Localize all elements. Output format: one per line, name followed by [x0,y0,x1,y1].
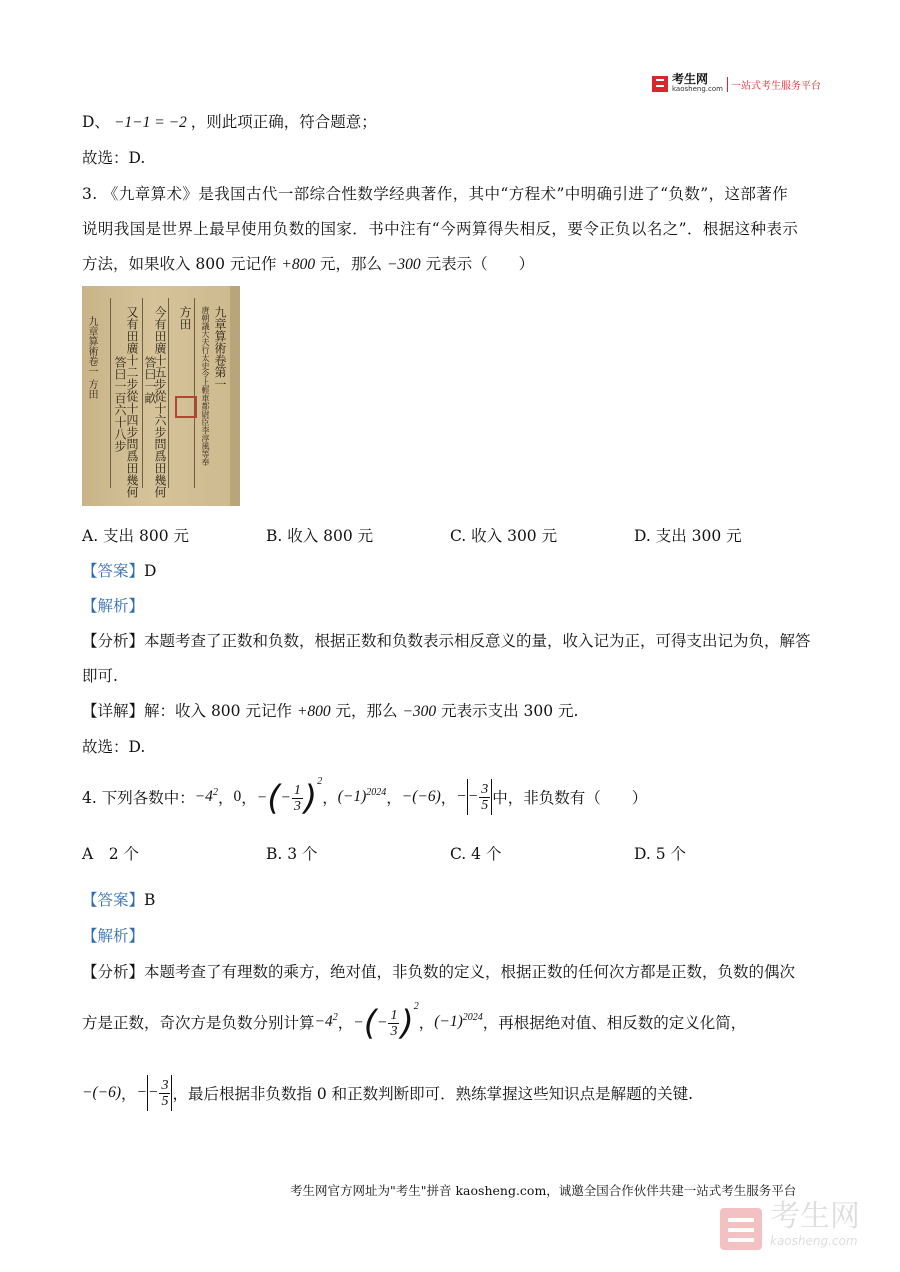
math-neg-abs: −− $\frac{3}{5}$ [137,1075,173,1111]
math-value: +800 [281,256,316,273]
math-zero: 0 [233,788,242,805]
text: 元表示（ ） [420,255,535,273]
math-value: −300 [402,703,437,720]
jiuzhang-suanshu-book-image [82,286,240,506]
book-column: 方田 [178,306,192,330]
analysis-tag: 【解析】 [82,927,145,945]
frac-numerator: 3 [161,1077,169,1093]
q3-option-a: A. 支出 800 元 [82,527,189,545]
frac-numerator: 3 [481,781,489,797]
math-base: −4 [314,1013,333,1031]
book-column: 九章算術卷第一 [213,306,227,390]
watermark-brand: 考生网 [770,1199,860,1234]
fenxi-tag: 【分析】 [82,963,145,981]
book-column: 今有田廣十五步從十六步問爲田幾何 [153,306,167,498]
math-neg-neg6: −(−6) [82,1084,121,1101]
math-exponent: 2 [413,1000,419,1012]
math-base: (−1) [337,788,367,806]
separator: ， [440,789,457,807]
q4-option-d: D. 5 个 [634,845,687,863]
math-value: +800 [296,703,331,720]
math-base: (−1) [434,1013,463,1031]
q3-line-1: 3. 《九章算术》是我国古代一部综合性数学经典著作，其中“方程术”中明确引进了“负数”，这部著作 [82,185,789,203]
separator: ， [337,1014,354,1032]
book-column: 九章算術卷一 方田 [86,316,97,400]
text: 方是正数，奇次方是负数分别计算 [82,1014,315,1032]
answer-value: D [144,562,157,580]
separator: ， [241,789,257,807]
text: 元表示支出 300 元. [436,702,579,720]
text: ，再根据绝对值、相反数的定义化简， [482,1014,747,1032]
text: ，最后根据非负数指 0 和正数判断即可．熟练掌握这些知识点是解题的关键. [172,1085,694,1103]
book-column: 答曰一百六十八步 [113,356,127,452]
q3-option-b: B. 收入 800 元 [266,527,374,545]
analysis-tag: 【解析】 [82,597,145,615]
q3-xiangjie [82,699,578,721]
math-neg-abs: −− $\frac{3}{5}$ [456,779,492,815]
q3-option-d: D. 支出 300 元 [634,527,742,545]
math-exponent: 2 [212,787,218,799]
option-d-explanation [82,110,377,132]
text: 元，那么 [330,702,403,720]
q3-line-3 [82,252,534,274]
q4-fenxi-line-2 [82,995,746,1049]
book-column: 答曰一畝 [143,356,157,404]
fenxi-text: 本题考查了正数和负数，根据正数和负数表示相反意义的量，收入记为正，可得支出记为负，解答 [144,632,811,650]
choose-line-2: 故选：D. [82,738,146,756]
text: 4. 下列各数中： [82,789,195,807]
frac-numerator: 1 [390,1007,398,1023]
separator: ， [217,789,234,807]
frac-numerator: 1 [293,782,301,798]
q4-fenxi-line-1 [82,960,795,982]
option-label: D、 [82,113,110,131]
math-neg-frac-squared: −(− $\frac{1}{3}$ )$^2$ [353,1000,419,1044]
answer-tag: 【答案】 [82,562,145,580]
math-base: −4 [194,788,213,806]
separator: ， [322,789,338,807]
math-neg1-power [434,1012,483,1031]
q4-fenxi-line-3 [82,1068,693,1118]
text: 元，那么 [315,255,387,273]
separator: ， [121,1085,137,1103]
text: 方法，如果收入 800 元记作 [82,255,282,273]
q4-option-c: C. 4 个 [450,845,502,863]
q3-fenxi-line-1 [82,629,811,651]
math-expression: −1−1 = −2 [113,114,187,131]
book-column: 唐朝議大夫行太史令上輕車都尉臣李淳風等奉 [201,306,210,466]
answer-tag: 【答案】 [82,891,145,909]
math-exponent: 2 [317,775,323,787]
separator: ， [386,789,402,807]
q3-fenxi-line-2: 即可. [82,667,118,685]
watermark-url: kaosheng.com [770,1234,858,1248]
q4-answer [82,888,155,910]
q3-option-c: C. 收入 300 元 [450,527,558,545]
red-seal-icon [175,396,197,418]
math-neg4-squared [315,1012,338,1031]
watermark [718,1199,860,1253]
book-spine [230,286,240,506]
frac-denominator: 5 [161,1093,169,1109]
kaosheng-logo-icon [652,76,668,92]
q4-option-b: B. 3 个 [266,845,318,863]
math-neg1-power [338,787,387,806]
math-exponent: 2 [332,1012,338,1024]
math-neg4-squared [195,787,218,806]
math-exponent: 2024 [462,1012,483,1024]
footer-text: 考生网官方网址为"考生"拼音 kaosheng.com，诚邀全国合作伙伴共建一站式考生服务平台 [290,1183,797,1198]
explanation-text: ，则此项正确，符合题意； [190,113,377,131]
xiangjie-tag: 【详解】 [82,702,145,720]
math-exponent: 2024 [366,787,387,799]
text: 解：收入 800 元记作 [144,702,297,720]
math-value: −300 [386,256,421,273]
math-neg-neg6: −(−6) [401,788,441,805]
frac-denominator: 5 [481,797,489,813]
kaosheng-watermark-icon [718,1206,764,1252]
header-logo [652,74,821,94]
brand-url: kaosheng.com [672,85,723,93]
choose-line-1: 故选：D. [82,149,146,167]
fenxi-tag: 【分析】 [82,632,145,650]
answer-value: B [144,891,156,909]
q4-stem [82,772,647,822]
q3-answer [82,559,156,581]
separator: ， [418,1014,435,1032]
text: 中，非负数有（ ） [492,789,648,807]
frac-denominator: 3 [390,1023,398,1039]
q4-option-a: A 2 个 [82,845,139,863]
q3-line-2: 说明我国是世界上最早使用负数的国家．书中注有“今两算得失相反，要令正负以名之”．根据这种表示 [82,220,799,238]
math-neg-frac-squared: −(− $\frac{1}{3}$ )$^2$ [256,775,323,819]
frac-denominator: 3 [293,798,301,814]
brand-name: 考生网 [672,72,709,86]
fenxi-text: 本题考查了有理数的乘方，绝对值，非负数的定义，根据正数的任何次方都是正数，负数的偶次 [144,963,796,981]
brand-slogan: 一站式考生服务平台 [727,77,821,92]
book-column: 又有田廣十二步從十四步問爲田幾何 [125,306,139,498]
